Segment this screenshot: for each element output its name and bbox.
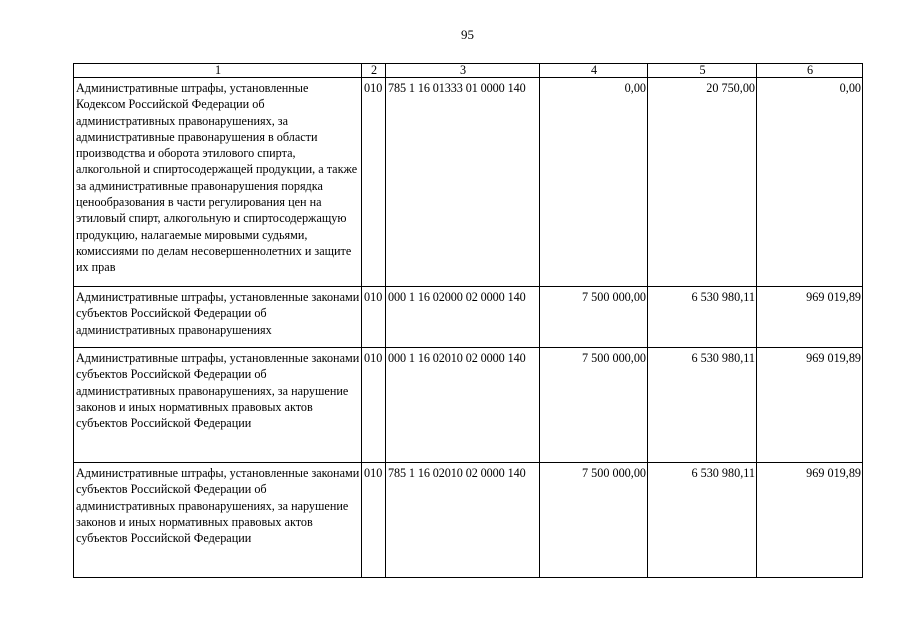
- column-header-1: 1: [74, 64, 362, 78]
- table-row: [74, 78, 863, 287]
- row-budget-code: 000 1 16 02000 02 0000 140: [386, 287, 540, 348]
- table-row: [74, 287, 863, 348]
- column-header-3: 3: [386, 64, 540, 78]
- page-number: 95: [461, 27, 474, 42]
- row-col5-value: 6 530 980,11: [648, 463, 757, 578]
- row-col4-value: 7 500 000,00: [540, 348, 648, 463]
- row-col6-value: 969 019,89: [757, 287, 863, 348]
- row-col4-value: 7 500 000,00: [540, 287, 648, 348]
- row-col6-value: 969 019,89: [757, 348, 863, 463]
- row-budget-code: 000 1 16 02010 02 0000 140: [386, 348, 540, 463]
- column-header-2: 2: [362, 64, 386, 78]
- row-col5-value: 6 530 980,11: [648, 287, 757, 348]
- column-header-6: 6: [757, 64, 863, 78]
- table-header-row: [74, 64, 863, 78]
- row-col5-value: 6 530 980,11: [648, 348, 757, 463]
- row-col4-value: 7 500 000,00: [540, 463, 648, 578]
- row-col5-value: 20 750,00: [648, 78, 757, 287]
- table-row: [74, 463, 863, 578]
- row-line-code: 010: [362, 287, 386, 348]
- row-budget-code: 785 1 16 02010 02 0000 140: [386, 463, 540, 578]
- column-header-4: 4: [540, 64, 648, 78]
- row-col6-value: 969 019,89: [757, 463, 863, 578]
- row-name: Административные штрафы, установленные законами субъектов Российской Федерации об административных правонарушениях, за нарушение законов и иных нормативных правовых актов субъектов Российской Федерации: [74, 463, 362, 578]
- row-line-code: 010: [362, 348, 386, 463]
- row-budget-code: 785 1 16 01333 01 0000 140: [386, 78, 540, 287]
- row-name: Административные штрафы, установленные законами субъектов Российской Федерации об административных правонарушениях: [74, 287, 362, 348]
- row-line-code: 010: [362, 78, 386, 287]
- table-row: [74, 348, 863, 463]
- row-col4-value: 0,00: [540, 78, 648, 287]
- report-table: [73, 63, 863, 578]
- row-name: Административные штрафы, установленные Кодексом Российской Федерации об административных правонарушениях, за административные правонарушения в области производства и оборота этилового спирта, алкогольной и спиртосодержащей продукции, а также за административные правонарушения порядка ценообразования в части регулирования цен на этиловый спирт, алкогольную и спиртосодержащую продукцию, налагаемые мировыми судьями, комиссиями по делам несовершеннолетних и защите их прав: [74, 78, 362, 287]
- row-name: Административные штрафы, установленные законами субъектов Российской Федерации об административных правонарушениях, за нарушение законов и иных нормативных правовых актов субъектов Российской Федерации: [74, 348, 362, 463]
- row-line-code: 010: [362, 463, 386, 578]
- row-col6-value: 0,00: [757, 78, 863, 287]
- column-header-5: 5: [648, 64, 757, 78]
